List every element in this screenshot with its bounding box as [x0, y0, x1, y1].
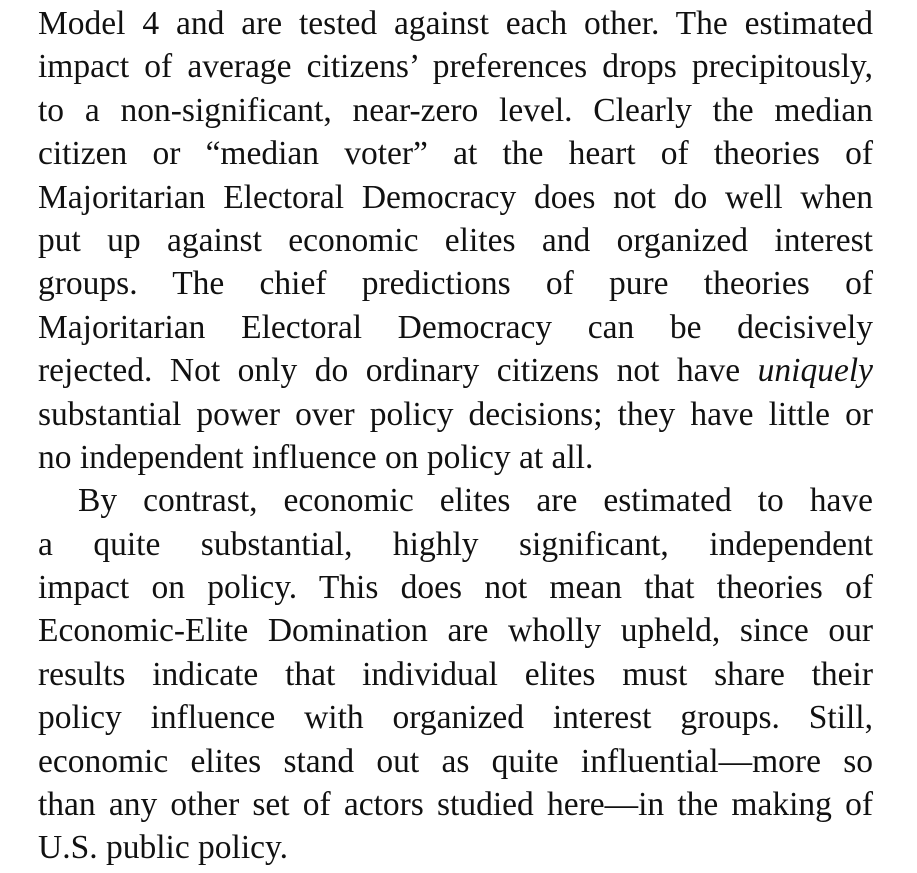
text-line: substantial power over policy decisions; they have little or	[38, 395, 873, 433]
text-line: no independent influence on policy at all.	[38, 438, 594, 476]
text-line: Majoritarian Electoral Democracy does not do well when	[38, 178, 873, 216]
text-line: results indicate that individual elites must share their	[38, 655, 873, 693]
text-line: citizen or “median voter” at the heart of theories of	[38, 135, 873, 173]
text-line: to a non-significant, near-zero level. Clearly the median	[38, 91, 873, 129]
text-run: rejected. Not only do ordinary citizens not have	[38, 352, 758, 390]
document-page	[38, 2, 873, 870]
paragraph-2	[38, 479, 873, 870]
paragraph-1	[38, 2, 873, 479]
text-line: groups. The chief predictions of pure theories of	[38, 265, 873, 303]
text-line: policy influence with organized interest groups. Still,	[38, 699, 873, 737]
emphasis-text: uniquely	[757, 352, 873, 390]
text-line: Majoritarian Electoral Democracy can be decisively	[38, 308, 873, 346]
text-line: U.S. public policy.	[38, 829, 288, 867]
text-line: Model 4 and are tested against each other. The estimated	[38, 5, 873, 42]
text-line: impact on policy. This does not mean that theories of	[38, 569, 873, 607]
text-line: By contrast, economic elites are estimated to have	[78, 482, 873, 520]
text-line: put up against economic elites and organized interest	[38, 221, 873, 259]
text-line-with-emphasis	[38, 349, 873, 392]
text-line: a quite substantial, highly significant, independent	[38, 525, 873, 563]
text-line: impact of average citizens’ preferences drops precipitously,	[38, 48, 873, 86]
text-line: economic elites stand out as quite influential—more so	[38, 742, 873, 780]
text-line: Economic-Elite Domination are wholly upheld, since our	[38, 612, 873, 650]
text-line: than any other set of actors studied here—in the making of	[38, 786, 873, 824]
